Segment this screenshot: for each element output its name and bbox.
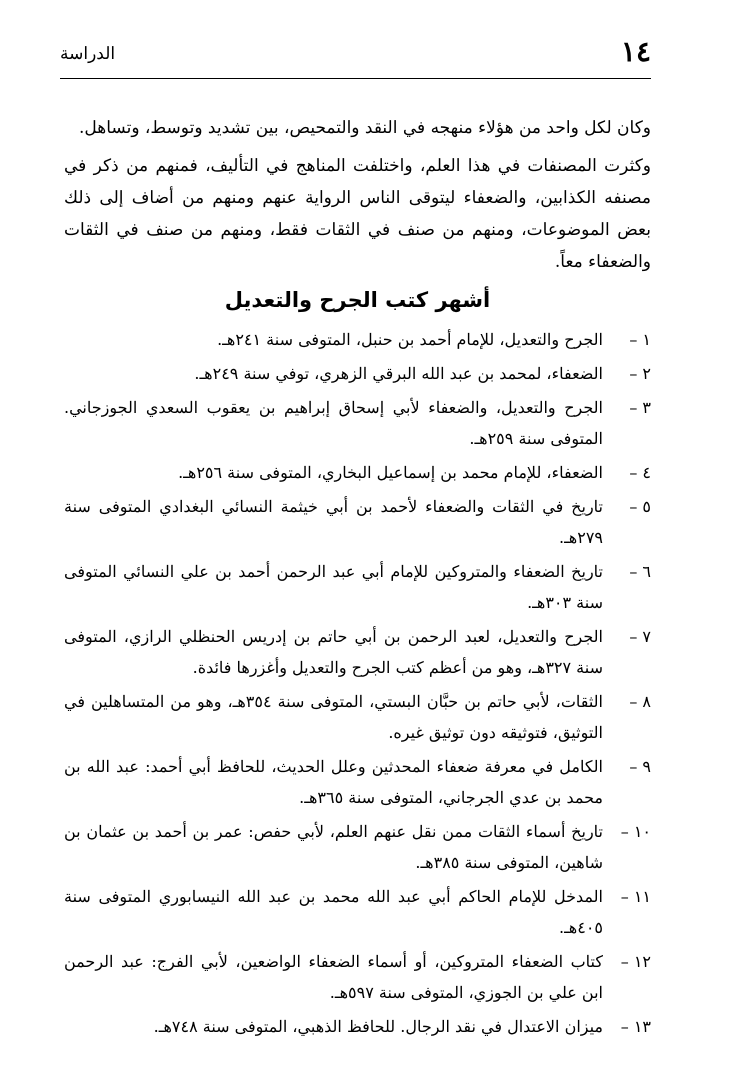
list-item-text: الضعفاء، لمحمد بن عبد الله البرقي الزهري، توفي سنة ٢٤٩هـ. bbox=[194, 364, 603, 383]
list-item bbox=[64, 556, 651, 618]
list-item-number: ٢ – bbox=[629, 364, 651, 383]
list-item-text: الجرح والتعديل، والضعفاء لأبي إسحاق إبراهيم بن يعقوب السعدي الجوزجاني. المتوفى سنة ٢٥٩هـ. bbox=[64, 398, 603, 448]
list-item-text: تاريخ أسماء الثقات ممن نقل عنهم العلم، لأبي حفص: عمر بن أحمد بن عثمان بن شاهين، المتوفى سنة ٣٨٥هـ. bbox=[64, 822, 603, 872]
intro-paragraph-2: وكثرت المصنفات في هذا العلم، واختلفت المناهج في التأليف، فمنهم من ذكر في مصنفه الكذابين، والضعفاء ليتوقى الناس الرواية عنهم ومنهم من أضاف إلى ذلك بعض الموضوعات، ومنهم من صنف في الثقات فقط، ومنهم من صنف في الثقات والضعفاء معاً. bbox=[64, 156, 651, 272]
list-item-number: ٥ – bbox=[629, 497, 651, 516]
list-item-text: ميزان الاعتدال في نقد الرجال. للحافظ الذهبي، المتوفى سنة ٧٤٨هـ. bbox=[153, 1017, 603, 1036]
list-item bbox=[64, 392, 651, 454]
list-item-number: ١١ – bbox=[620, 887, 651, 906]
list-item-number: ٣ – bbox=[629, 398, 651, 417]
list-item bbox=[64, 1011, 651, 1042]
list-item bbox=[64, 816, 651, 878]
list-item-text: الجرح والتعديل، للإمام أحمد بن حنبل، المتوفى سنة ٢٤١هـ. bbox=[217, 330, 603, 349]
list-item bbox=[64, 324, 651, 355]
list-item bbox=[64, 751, 651, 813]
list-item-text: تاريخ الضعفاء والمتروكين للإمام أبي عبد الرحمن أحمد بن علي النسائي المتوفى سنة ٣٠٣هـ. bbox=[64, 562, 603, 612]
list-item-number: ١ – bbox=[629, 330, 651, 349]
list-item-text: الكامل في معرفة ضعفاء المحدثين وعلل الحديث، للحافظ أبي أحمد: عبد الله بن محمد بن عدي الجرجاني، المتوفى سنة ٣٦٥هـ. bbox=[64, 757, 603, 807]
list-item-number: ٦ – bbox=[629, 562, 651, 581]
list-item-text: الثقات، لأبي حاتم بن حبَّان البستي، المتوفى سنة ٣٥٤هـ، وهو من المتساهلين في التوثيق، فتوثيقه دون توثيق غيره. bbox=[64, 692, 603, 742]
list-item bbox=[64, 686, 651, 748]
list-item-number: ٧ – bbox=[629, 627, 651, 646]
list-item-text: تاريخ في الثقات والضعفاء لأحمد بن أبي خيثمة النسائي البغدادي المتوفى سنة ٢٧٩هـ. bbox=[64, 497, 603, 547]
list-item-text: الضعفاء، للإمام محمد بن إسماعيل البخاري، المتوفى سنة ٢٥٦هـ. bbox=[178, 463, 603, 482]
list-item-number: ١٢ – bbox=[620, 952, 651, 971]
list-item-number: ١٣ – bbox=[620, 1017, 651, 1036]
running-header bbox=[60, 35, 651, 79]
list-item bbox=[64, 881, 651, 943]
list-item-text: المدخل للإمام الحاكم أبي عبد الله محمد بن عبد الله النيسابوري المتوفى سنة ٤٠٥هـ. bbox=[64, 887, 603, 937]
section-heading: أشهر كتب الجرح والتعديل bbox=[224, 288, 491, 312]
list-item bbox=[64, 491, 651, 553]
page-body bbox=[64, 112, 651, 1045]
list-item bbox=[64, 946, 651, 1008]
list-item-number: ٨ – bbox=[629, 692, 651, 711]
list-item-text: كتاب الضعفاء المتروكين، أو أسماء الضعفاء الواضعين، لأبي الفرج: عبد الرحمن ابن علي بن الجوزي، المتوفى سنة ٥٩٧هـ. bbox=[64, 952, 603, 1002]
list-item bbox=[64, 457, 651, 488]
list-item-number: ٩ – bbox=[629, 757, 651, 776]
section-title: الدراسة bbox=[60, 44, 116, 64]
intro-paragraph-1: وكان لكل واحد من هؤلاء منهجه في النقد والتمحيص، بين تشديد وتوسط، وتساهل. bbox=[79, 118, 651, 138]
list-item bbox=[64, 358, 651, 389]
book-list bbox=[64, 324, 651, 1042]
list-item-number: ١٠ – bbox=[620, 822, 651, 841]
list-item-number: ٤ – bbox=[629, 463, 651, 482]
list-item bbox=[64, 621, 651, 683]
page-number: ١٤ bbox=[620, 35, 651, 68]
list-item-text: الجرح والتعديل، لعبد الرحمن بن أبي حاتم بن إدريس الحنظلي الرازي، المتوفى سنة ٣٢٧هـ، وهو من أعظم كتب الجرح والتعديل وأغزرها فائدة. bbox=[64, 627, 603, 677]
